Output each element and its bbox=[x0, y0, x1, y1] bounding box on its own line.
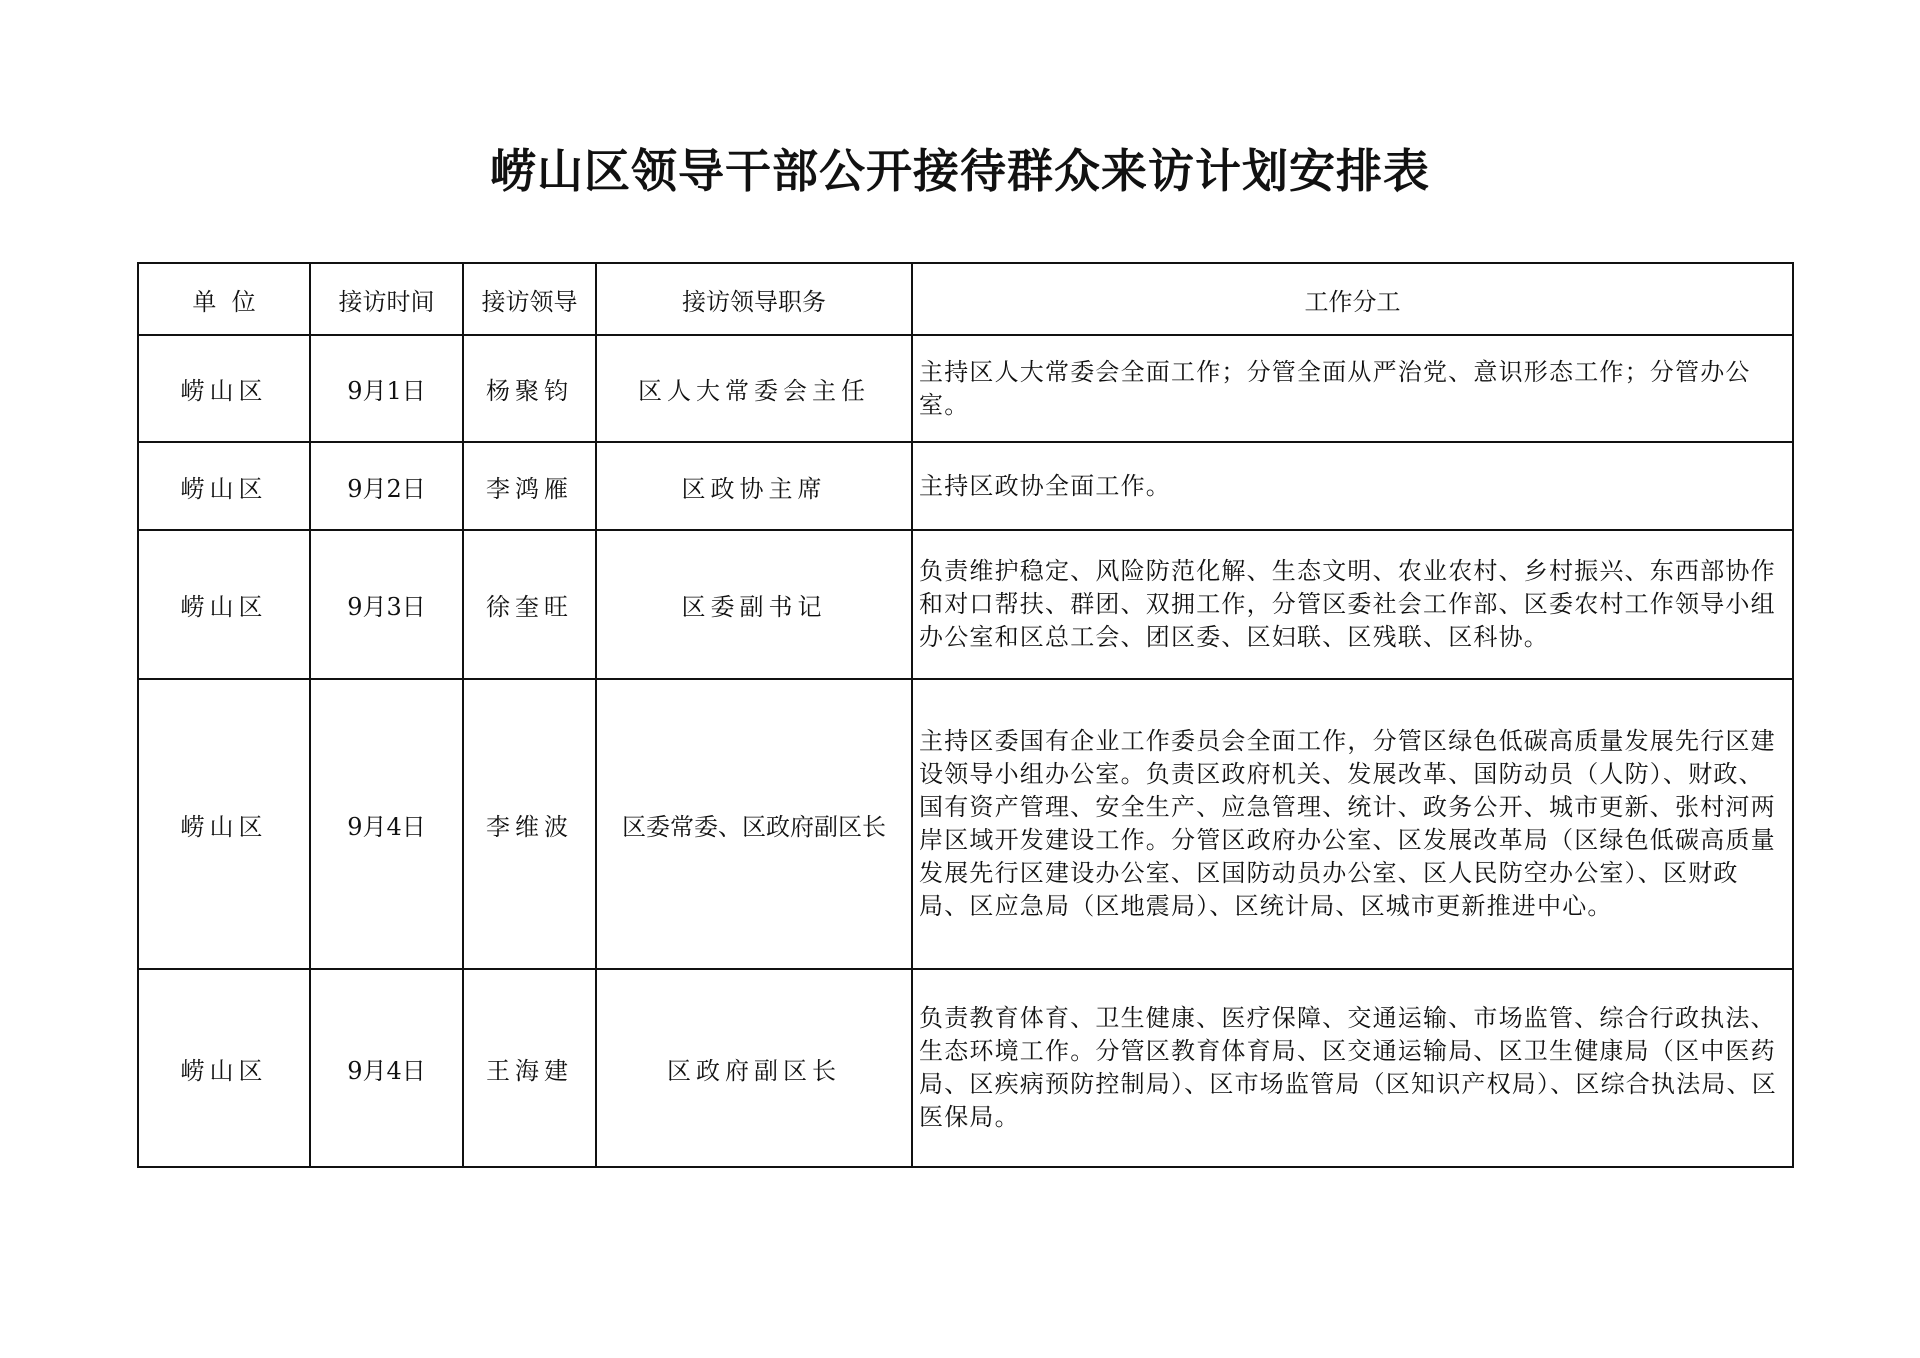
cell-date: 9月2日 bbox=[310, 442, 463, 530]
cell-position: 区委副书记 bbox=[596, 530, 912, 679]
cell-duties: 主持区政协全面工作。 bbox=[912, 442, 1793, 530]
cell-unit: 崂山区 bbox=[138, 679, 310, 969]
header-position: 接访领导职务 bbox=[596, 263, 912, 335]
cell-duties: 主持区委国有企业工作委员会全面工作，分管区绿色低碳高质量发展先行区建设领导小组办公室。负责区政府机关、发展改革、国防动员（人防）、财政、国有资产管理、安全生产、应急管理、统计、政务公开、城市更新、张村河两岸区域开发建设工作。分管区政府办公室、区发展改革局（区绿色低碳高质量发展先行区建设办公室、区国防动员办公室、区人民防空办公室）、区财政局、区应急局（区地震局）、区统计局、区城市更新推进中心。 bbox=[912, 679, 1793, 969]
cell-position: 区政府副区长 bbox=[596, 969, 912, 1167]
table-header-row bbox=[138, 263, 1793, 335]
cell-date: 9月4日 bbox=[310, 969, 463, 1167]
table-row bbox=[138, 442, 1793, 530]
table-row bbox=[138, 969, 1793, 1167]
header-unit: 单 位 bbox=[138, 263, 310, 335]
cell-duties: 负责教育体育、卫生健康、医疗保障、交通运输、市场监管、综合行政执法、生态环境工作。分管区教育体育局、区交通运输局、区卫生健康局（区中医药局、区疾病预防控制局）、区市场监管局（区知识产权局）、区综合执法局、区医保局。 bbox=[912, 969, 1793, 1167]
cell-unit: 崂山区 bbox=[138, 530, 310, 679]
header-date: 接访时间 bbox=[310, 263, 463, 335]
cell-position: 区人大常委会主任 bbox=[596, 335, 912, 442]
cell-date: 9月3日 bbox=[310, 530, 463, 679]
cell-position: 区政协主席 bbox=[596, 442, 912, 530]
cell-leader: 杨聚钧 bbox=[463, 335, 596, 442]
table-row bbox=[138, 530, 1793, 679]
table-row bbox=[138, 679, 1793, 969]
cell-leader: 王海建 bbox=[463, 969, 596, 1167]
cell-unit: 崂山区 bbox=[138, 969, 310, 1167]
cell-unit: 崂山区 bbox=[138, 335, 310, 442]
table-row bbox=[138, 335, 1793, 442]
cell-leader: 徐奎旺 bbox=[463, 530, 596, 679]
cell-unit: 崂山区 bbox=[138, 442, 310, 530]
schedule-table bbox=[137, 262, 1794, 1168]
cell-duties: 负责维护稳定、风险防范化解、生态文明、农业农村、乡村振兴、东西部协作和对口帮扶、群团、双拥工作，分管区委社会工作部、区委农村工作领导小组办公室和区总工会、团区委、区妇联、区残联、区科协。 bbox=[912, 530, 1793, 679]
header-leader: 接访领导 bbox=[463, 263, 596, 335]
page-title: 崂山区领导干部公开接待群众来访计划安排表 bbox=[490, 144, 1430, 198]
cell-position: 区委常委、区政府副区长 bbox=[596, 679, 912, 969]
cell-date: 9月4日 bbox=[310, 679, 463, 969]
cell-duties: 主持区人大常委会全面工作；分管全面从严治党、意识形态工作；分管办公室。 bbox=[912, 335, 1793, 442]
header-duties: 工作分工 bbox=[912, 263, 1793, 335]
cell-date: 9月1日 bbox=[310, 335, 463, 442]
cell-leader: 李维波 bbox=[463, 679, 596, 969]
cell-leader: 李鸿雁 bbox=[463, 442, 596, 530]
